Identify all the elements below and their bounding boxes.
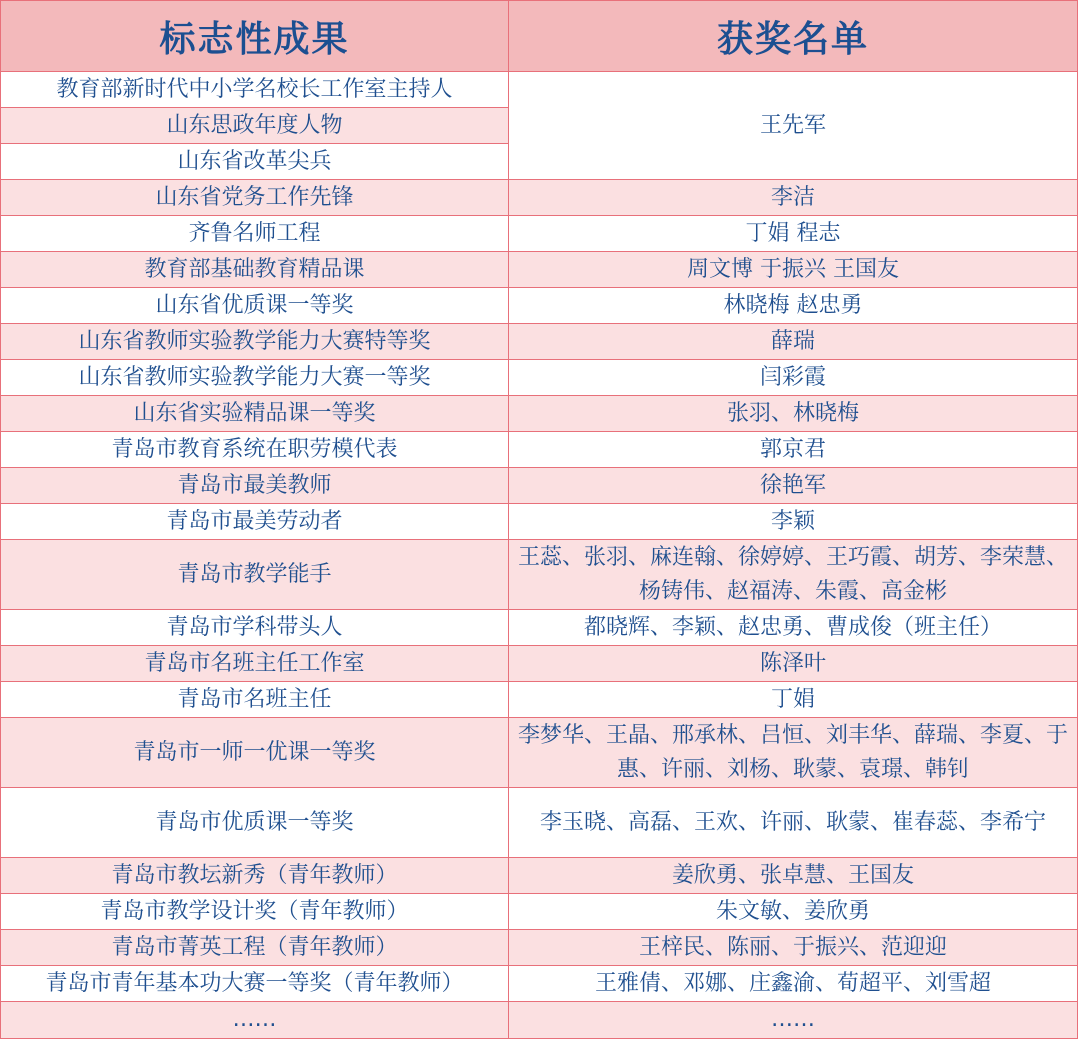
winner-cell: 李颖 [509, 504, 1077, 540]
winner-cell: 林晓梅 赵忠勇 [509, 288, 1077, 324]
winner-cell: 王雅倩、邓娜、庄鑫渝、荀超平、刘雪超 [509, 966, 1077, 1002]
winner-cell: 王先军 [509, 72, 1077, 180]
winner-cell: 朱文敏、姜欣勇 [509, 894, 1077, 930]
achievement-cell: 青岛市名班主任工作室 [1, 646, 508, 682]
winner-cell: 李洁 [509, 180, 1077, 216]
winner-cell: 丁娟 [509, 682, 1077, 718]
winner-cell: 都晓辉、李颖、赵忠勇、曹成俊（班主任） [509, 610, 1077, 646]
winner-cell: 周文博 于振兴 王国友 [509, 252, 1077, 288]
achievement-cell: 青岛市教学能手 [1, 540, 508, 610]
achievement-cell: 山东省实验精品课一等奖 [1, 396, 508, 432]
achievement-cell: …… [1, 1002, 508, 1038]
winner-cell: 张羽、林晓梅 [509, 396, 1077, 432]
achievement-cell: 山东思政年度人物 [1, 108, 508, 144]
achievement-cell: 青岛市教学设计奖（青年教师） [1, 894, 508, 930]
winners-column [509, 72, 1077, 1038]
winner-cell: 丁娟 程志 [509, 216, 1077, 252]
achievement-cell: 青岛市优质课一等奖 [1, 788, 508, 858]
achievement-cell: 青岛市最美劳动者 [1, 504, 508, 540]
winner-cell: 王梓民、陈丽、于振兴、范迎迎 [509, 930, 1077, 966]
achievement-cell: 青岛市青年基本功大赛一等奖（青年教师） [1, 966, 508, 1002]
achievement-cell: 青岛市教坛新秀（青年教师） [1, 858, 508, 894]
achievement-cell: 山东省党务工作先锋 [1, 180, 508, 216]
achievement-cell: 山东省优质课一等奖 [1, 288, 508, 324]
table-header [1, 1, 1077, 72]
achievement-cell: 青岛市名班主任 [1, 682, 508, 718]
achievement-cell: 青岛市学科带头人 [1, 610, 508, 646]
winner-cell: 郭京君 [509, 432, 1077, 468]
achievement-cell: 青岛市一师一优课一等奖 [1, 718, 508, 788]
winner-cell: …… [509, 1002, 1077, 1038]
header-winners: 获奖名单 [716, 18, 869, 60]
winner-cell: 闫彩霞 [509, 360, 1077, 396]
achievement-cell: 青岛市最美教师 [1, 468, 508, 504]
winner-cell: 李玉晓、高磊、王欢、许丽、耿蒙、崔春蕊、李希宁 [509, 788, 1077, 858]
achievement-cell: 齐鲁名师工程 [1, 216, 508, 252]
header-achievement: 标志性成果 [1, 1, 509, 71]
achievement-cell: 教育部新时代中小学名校长工作室主持人 [1, 72, 508, 108]
table-body [1, 72, 1077, 1038]
winner-cell: 徐艳军 [509, 468, 1077, 504]
achievement-cell: 山东省改革尖兵 [1, 144, 508, 180]
winner-cell: 薛瑞 [509, 324, 1077, 360]
achievement-cell: 青岛市菁英工程（青年教师） [1, 930, 508, 966]
achievement-cell: 青岛市教育系统在职劳模代表 [1, 432, 508, 468]
winner-cell: 姜欣勇、张卓慧、王国友 [509, 858, 1077, 894]
achievement-cell: 山东省教师实验教学能力大赛特等奖 [1, 324, 508, 360]
winner-cell: 李梦华、王晶、邢承林、吕恒、刘丰华、薛瑞、李夏、于惠、许丽、刘杨、耿蒙、袁璟、韩钊 [509, 718, 1077, 788]
winner-cell: 王蕊、张羽、麻连翰、徐婷婷、王巧霞、胡芳、李荣慧、杨铸伟、赵福涛、朱霞、高金彬 [509, 540, 1077, 610]
achievement-cell: 教育部基础教育精品课 [1, 252, 508, 288]
achievement-cell: 山东省教师实验教学能力大赛一等奖 [1, 360, 508, 396]
winner-cell: 陈泽叶 [509, 646, 1077, 682]
achievement-column [1, 72, 509, 1038]
